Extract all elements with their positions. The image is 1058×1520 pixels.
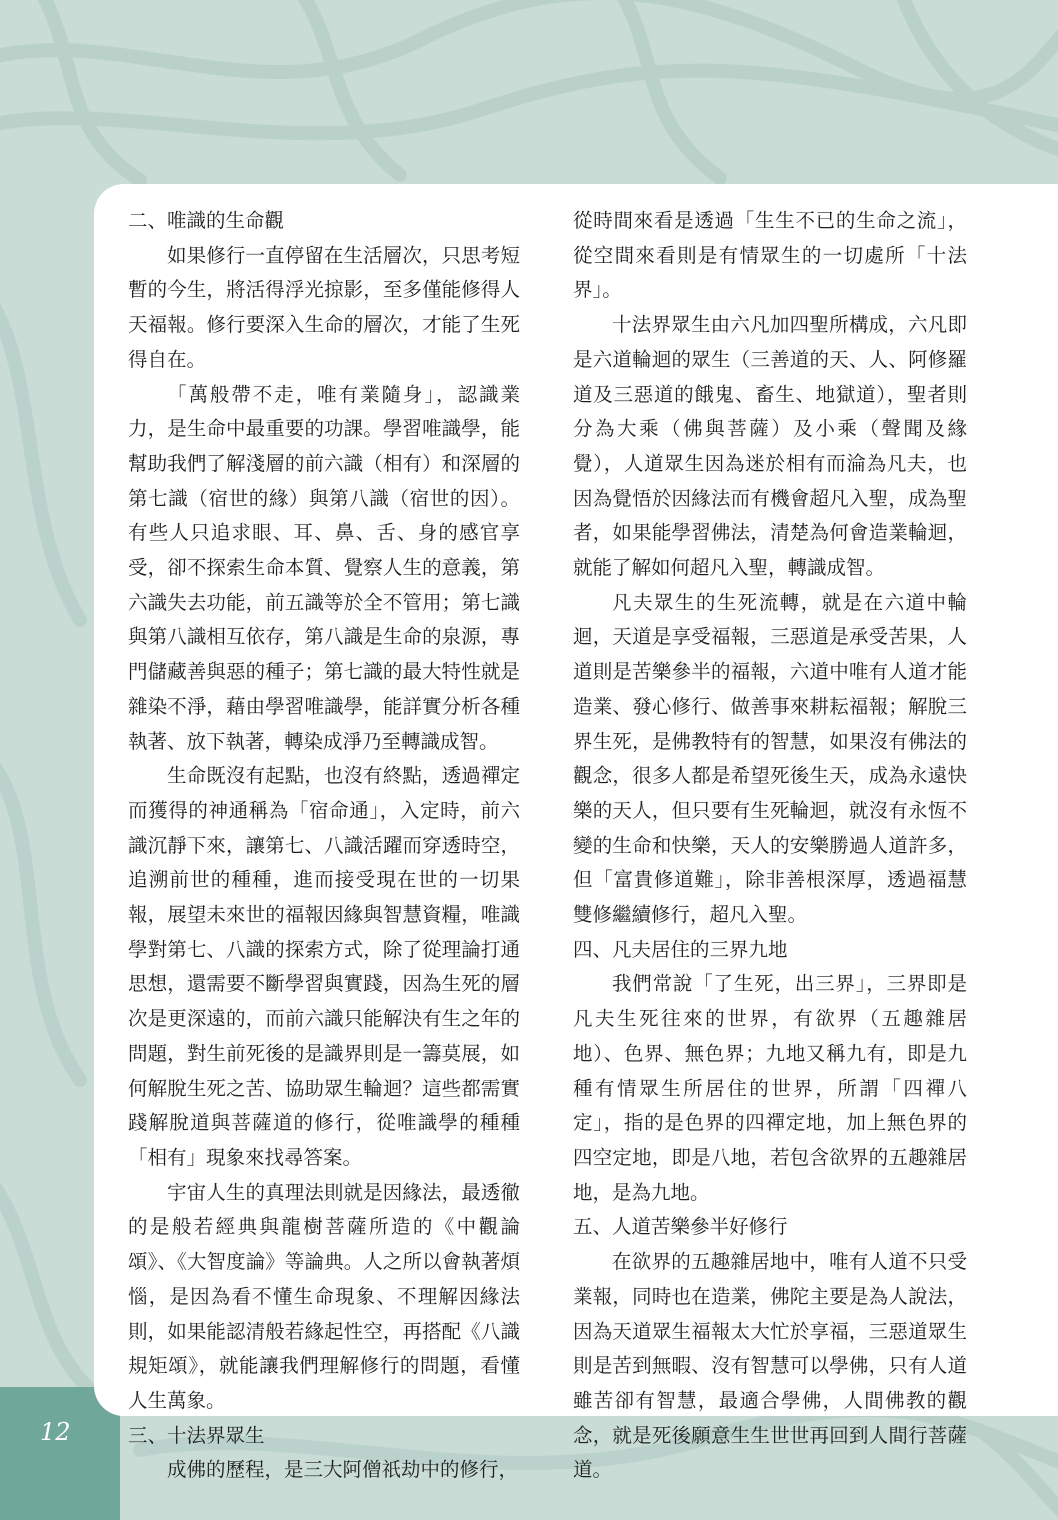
right-column	[573, 204, 967, 1488]
paragraph: 如果修行一直停留在生活層次，只思考短暫的今生，將活得浮光掠影，至多僅能修得人天福報。修行要深入生命的層次，才能了生死得自在。	[128, 243, 520, 371]
paragraph: 十法界眾生由六凡加四聖所構成，六凡即是六道輪迴的眾生（三善道的天、人、阿修羅道及三惡道的餓鬼、畜生、地獄道），聖者則分為大乘（佛與菩薩）及小乘（聲聞及緣覺），人道眾生因為迷於相有而淪為凡夫，也因為覺悟於因緣法而有機會超凡入聖，成為聖者，如果能學習佛法，清楚為何會造業輪迴，就能了解如何超凡入聖，轉識成智。	[573, 313, 967, 580]
paragraph: 凡夫眾生的生死流轉，就是在六道中輪迴，天道是享受福報，三惡道是承受苦果，人道則是苦樂參半的福報，六道中唯有人道才能造業、發心修行、做善事來耕耘福報；解脫三界生死，是佛教特有的智慧，如果沒有佛法的觀念，很多人都是希望死後生天，成為永遠快樂的天人，但只要有生死輪迴，就沒有永恆不變的生命和快樂，天人的安樂勝過人道許多，但「富貴修道難」，除非善根深厚，透過福慧雙修繼續修行，超凡入聖。	[573, 590, 967, 927]
paragraph: 在欲界的五趣雜居地中，唯有人道不只受業報，同時也在造業，佛陀主要是為人說法，因為天道眾生福報太大忙於享福，三惡道眾生則是苦到無暇、沒有智慧可以學佛，只有人道雖苦卻有智慧，最適合學佛，人間佛教的觀念，就是死後願意生生世世再回到人間行菩薩道。	[573, 1250, 967, 1482]
paragraph-continued: 從時間來看是透過「生生不已的生命之流」，從空間來看則是有情眾生的一切處所「十法界」。	[573, 209, 967, 302]
section-heading-3: 三、十法界眾生	[128, 1423, 265, 1447]
page-number: 12	[40, 1418, 71, 1446]
left-column	[128, 204, 520, 1488]
section-heading-5: 五、人道苦樂參半好修行	[573, 1215, 788, 1239]
paragraph: 「萬般帶不走，唯有業隨身」，認識業力，是生命中最重要的功課。學習唯識學，能幫助我們了解淺層的前六識（相有）和深層的第七識（宿世的緣）與第八識（宿世的因）。有些人只追求眼、耳、鼻、舌、身的感官享受，卻不探索生命本質、覺察人生的意義，第六識失去功能，前五識等於全不管用；第七識與第八識相互依存，第八識是生命的泉源，專門儲藏善與惡的種子；第七識的最大特性就是雜染不淨，藉由學習唯識學，能詳實分析各種執著、放下執著，轉染成淨乃至轉識成智。	[128, 382, 520, 753]
paragraph: 生命既沒有起點，也沒有終點，透過禪定而獲得的神通稱為「宿命通」，入定時，前六識沉靜下來，讓第七、八識活躍而穿透時空，追溯前世的種種，進而接受現在世的一切果報，展望未來世的福報因緣與智慧資糧，唯識學對第七、八識的探索方式，除了從理論打通思想，還需要不斷學習與實踐，因為生死的層次是更深遠的，而前六識只能解決有生之年的問題，對生前死後的是識界則是一籌莫展，如何解脫生死之苦、協助眾生輪迴？這些都需實踐解脫道與菩薩道的修行，從唯識學的種種「相有」現象來找尋答案。	[128, 764, 520, 1169]
paragraph: 宇宙人生的真理法則就是因緣法，最透徹的是般若經典與龍樹菩薩所造的《中觀論頌》、《大智度論》等論典。人之所以會執著煩惱，是因為看不懂生命現象、不理解因緣法則，如果能認清般若緣起性空，再搭配《八識規矩頌》，就能讓我們理解修行的問題，看懂人生萬象。	[128, 1180, 520, 1412]
section-heading-4: 四、凡夫居住的三界九地	[573, 937, 788, 961]
paragraph: 我們常說「了生死，出三界」，三界即是凡夫生死往來的世界，有欲界（五趣雜居地）、色界、無色界；九地又稱九有，即是九種有情眾生所居住的世界，所謂「四禪八定」，指的是色界的四禪定地，加上無色界的四空定地，即是八地，若包含欲界的五趣雜居地，是為九地。	[573, 972, 967, 1204]
section-heading-2: 二、唯識的生命觀	[128, 209, 285, 232]
paragraph: 成佛的歷程，是三大阿僧祇劫中的修行，	[167, 1458, 519, 1482]
